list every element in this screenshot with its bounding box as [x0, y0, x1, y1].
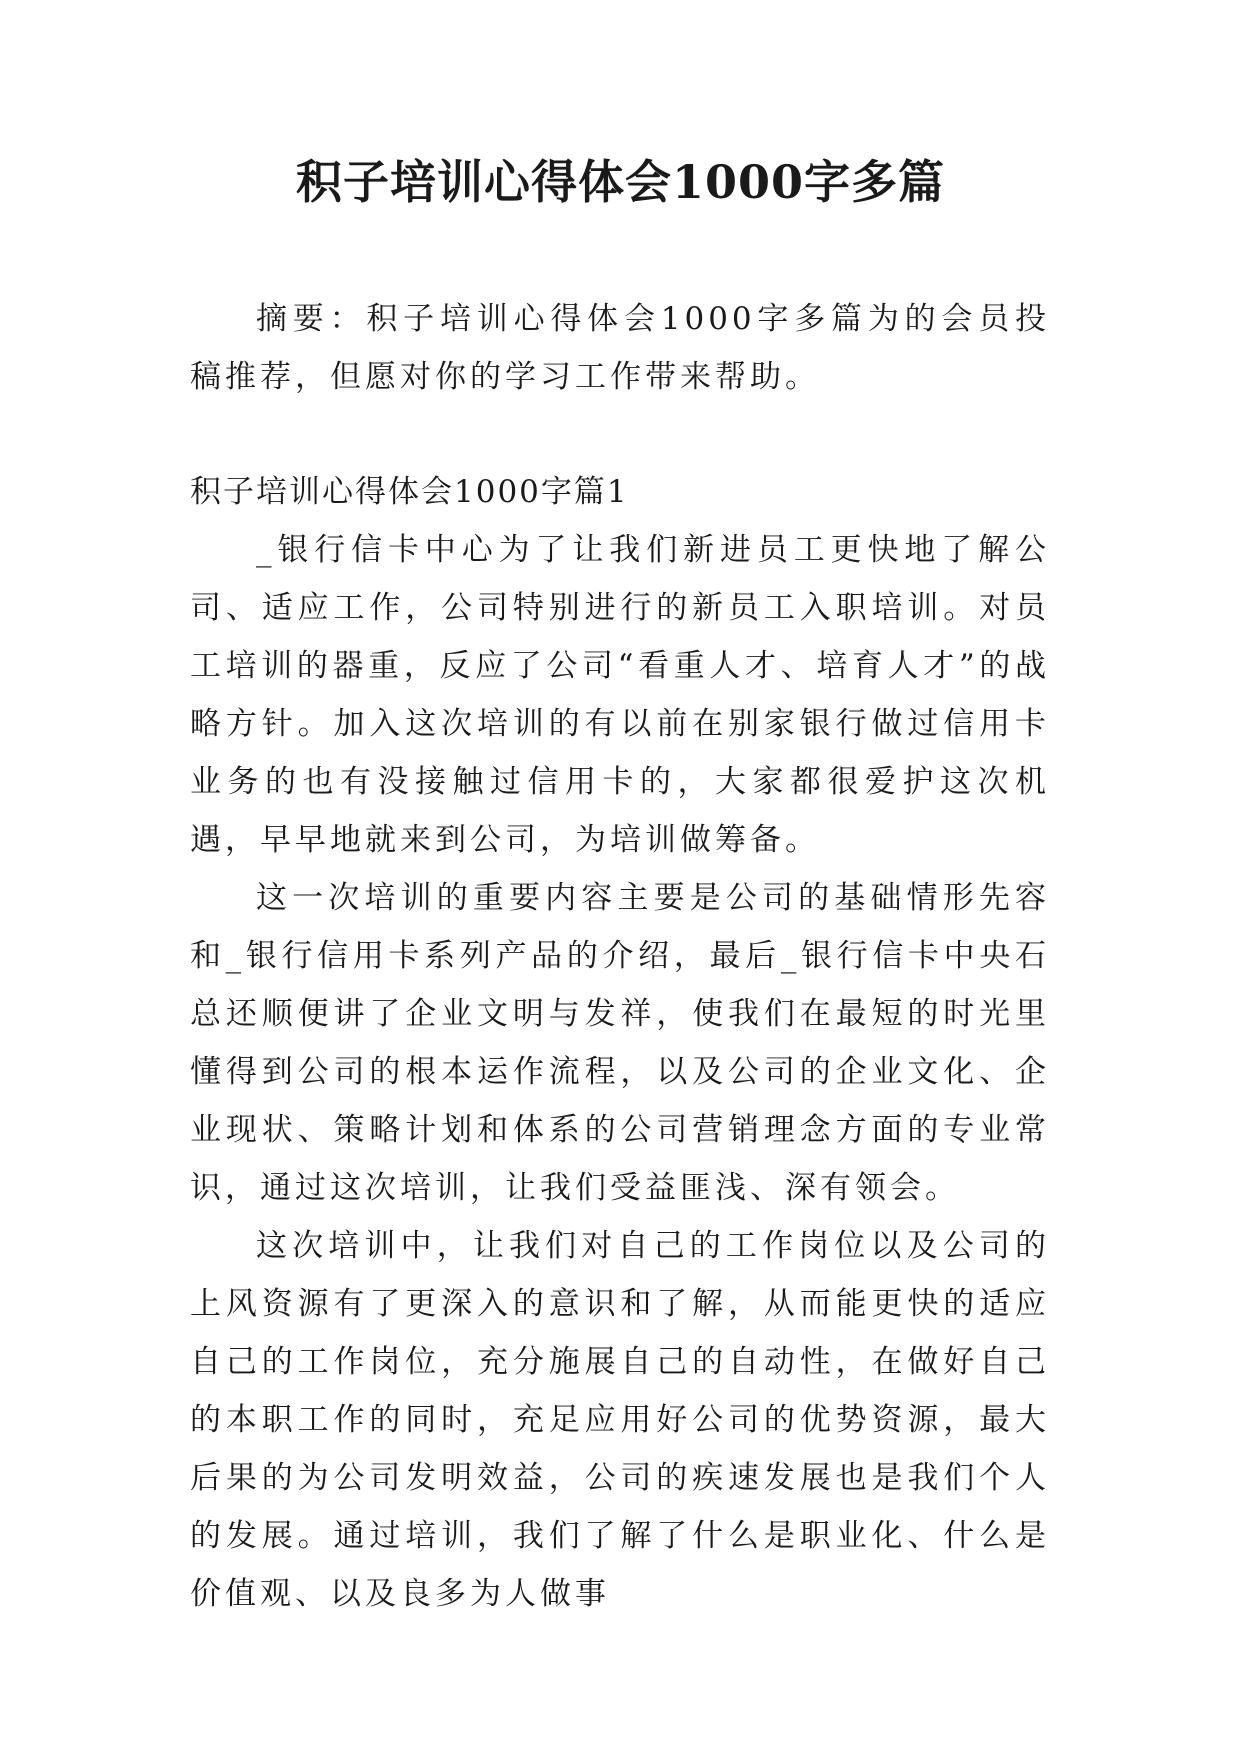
abstract-paragraph: 摘要：积子培训心得体会1000字多篇为的会员投稿推荐，但愿对你的学习工作带来帮助。: [190, 301, 1050, 395]
body-paragraph-2: 这一次培训的重要内容主要是公司的基础情形先容和_银行信用卡系列产品的介绍，最后_银行信卡中央石总还顺便讲了企业文明与发祥，使我们在最短的时光里懂得到公司的根本运作流程，以及公司的企业文化、企业现状、策略计划和体系的公司营销理念方面的专业常识，通过这次培训，让我们受益匪浅、深有领会。: [190, 880, 1050, 1206]
section-heading: 积子培训心得体会1000字篇1: [190, 474, 629, 510]
document-title: 积子培训心得体会1000字多篇: [295, 155, 946, 209]
body-paragraph-3: 这次培训中，让我们对自己的工作岗位以及公司的上风资源有了更深入的意识和了解，从而能更快的适应自己的工作岗位，充分施展自己的自动性，在做好自己的本职工作的同时，充足应用好公司的优势资源，最大后果的为公司发明效益，公司的疾速发展也是我们个人的发展。通过培训，我们了解了什么是职业化、什么是价值观、以及良多为人做事: [190, 1228, 1050, 1612]
body-paragraph-1: _银行信卡中心为了让我们新进员工更快地了解公司、适应工作，公司特别进行的新员工入职培训。对员工培训的器重，反应了公司“看重人才、培育人才”的战略方针。加入这次培训的有以前在别家银行做过信用卡业务的也有没接触过信用卡的，大家都很爱护这次机遇，早早地就来到公司，为培训做筹备。: [190, 532, 1050, 858]
